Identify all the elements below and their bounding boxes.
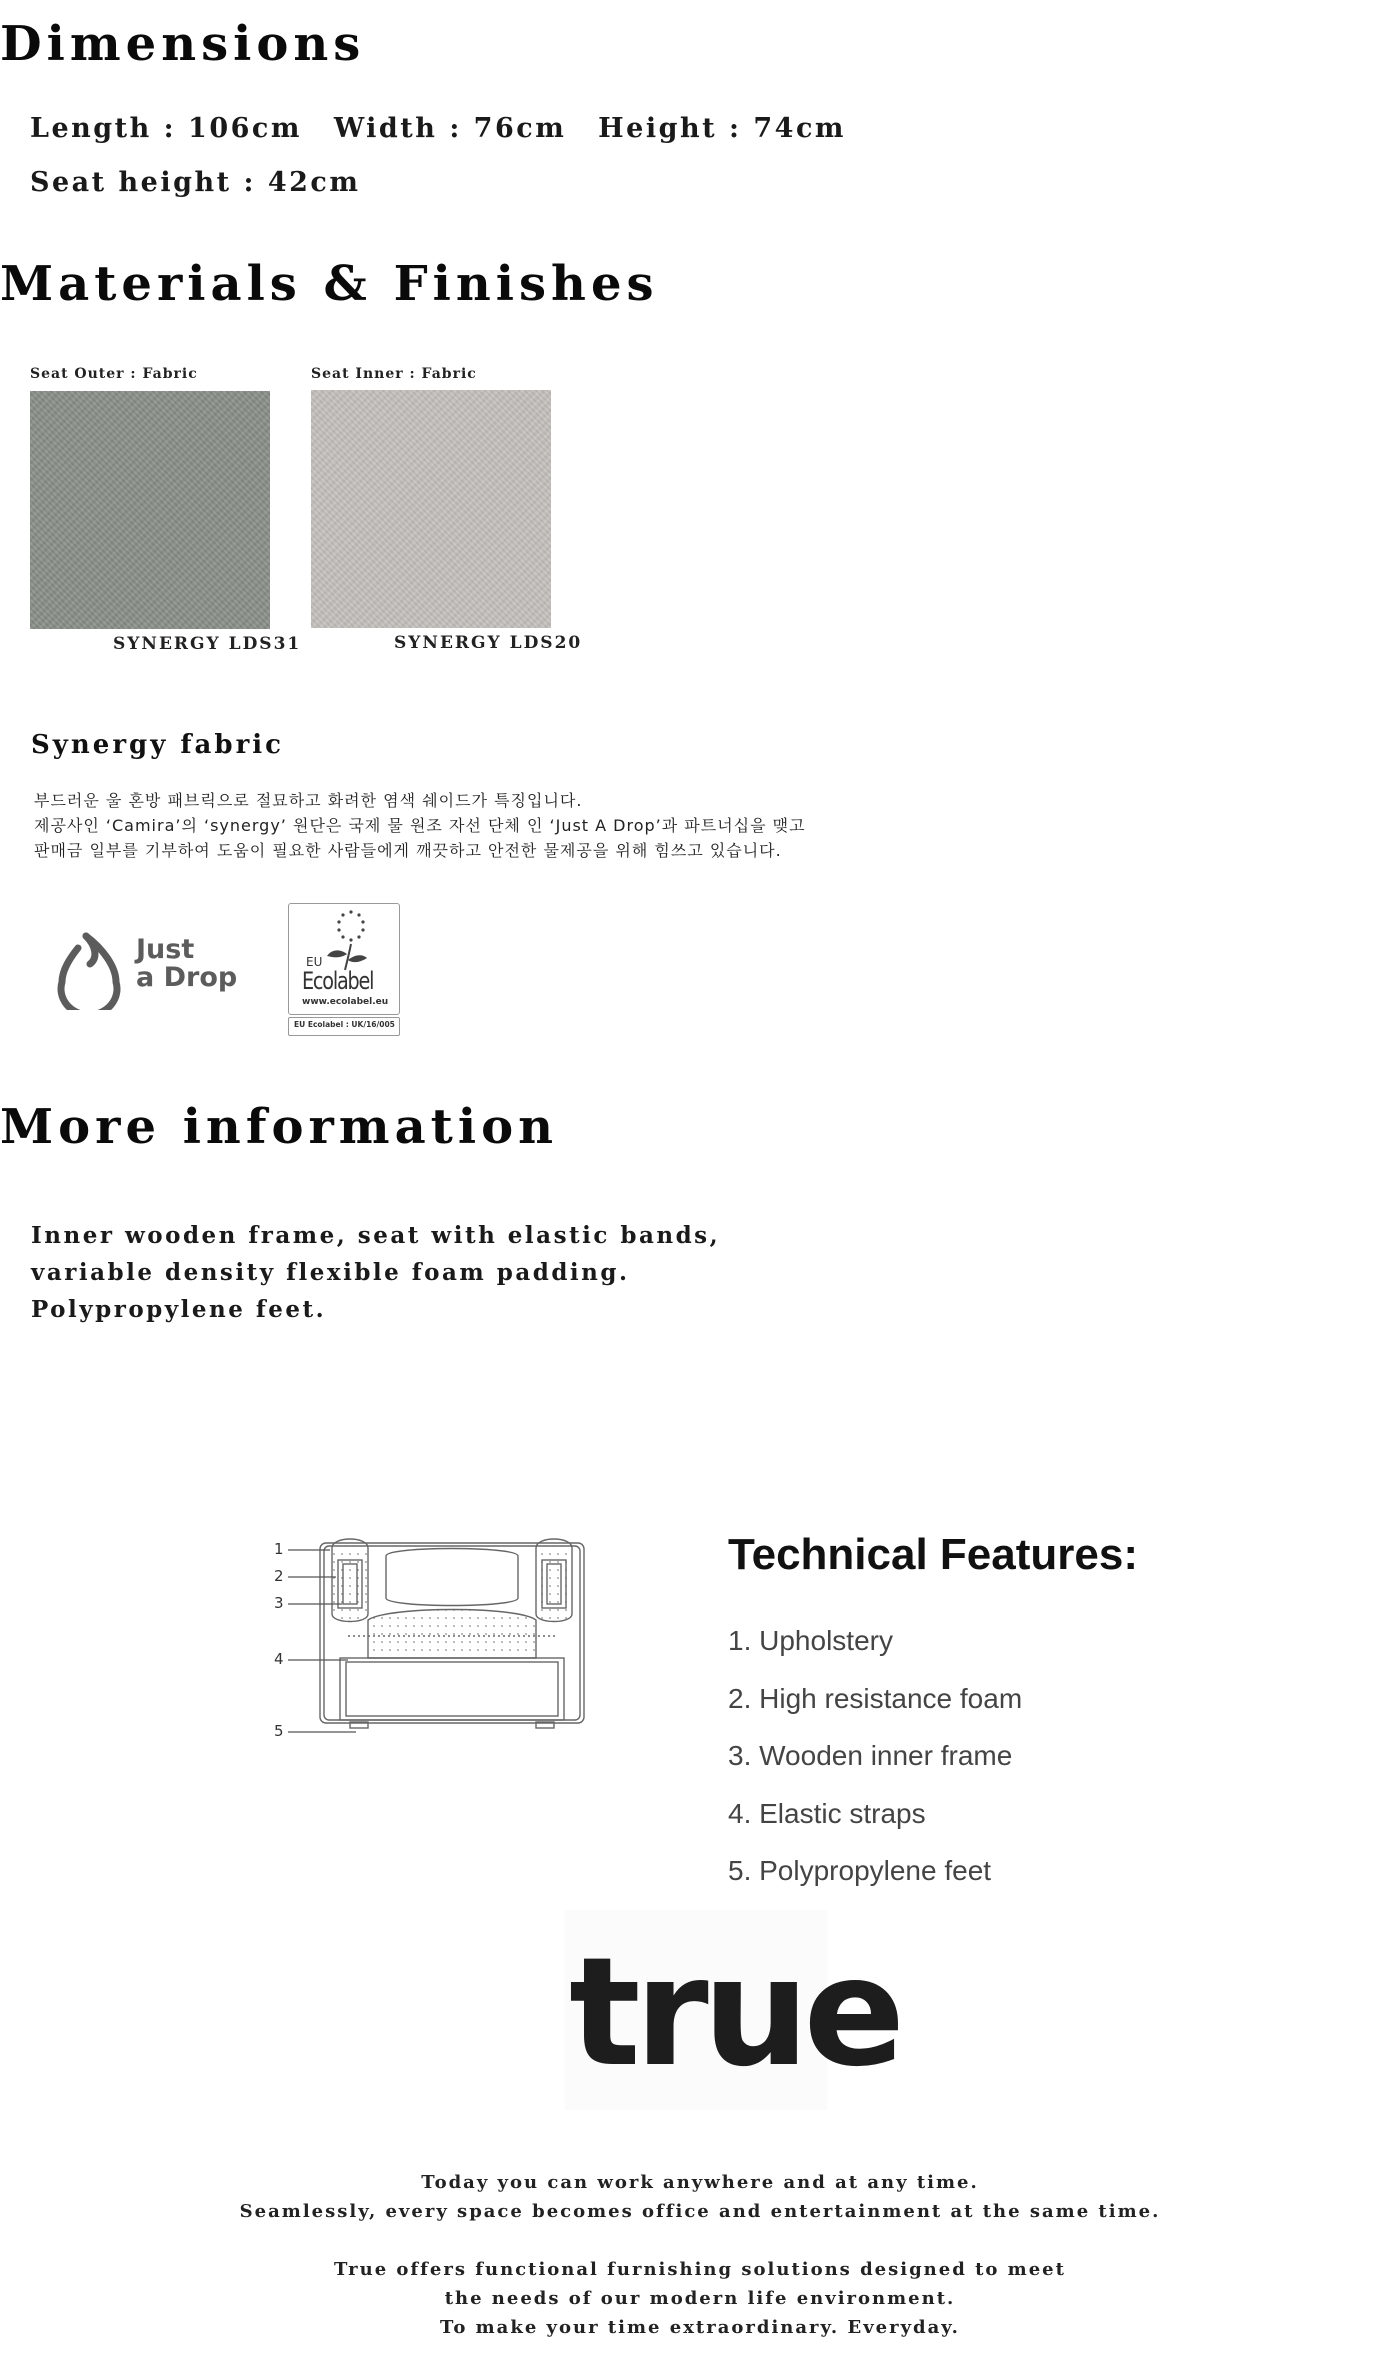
footer-line: Today you can work anywhere and at any time.: [421, 2172, 979, 2193]
technical-feature-item: 5. Polypropylene feet: [728, 1855, 992, 1886]
width-value: Width : 76cm: [333, 113, 567, 144]
drop-icon: [56, 930, 122, 1010]
length-value: Length : 106cm: [30, 113, 302, 144]
footer-line: [0, 2226, 1400, 2255]
technical-feature-item: 1. Upholstery: [728, 1625, 893, 1656]
synergy-title: Synergy fabric: [31, 730, 284, 760]
diagram-number: 3: [274, 1594, 284, 1612]
dimensions-line: [30, 113, 866, 144]
fabric-swatch-inner: [311, 390, 551, 628]
true-logo: true: [569, 1926, 900, 2100]
chair-technical-diagram: [268, 1528, 628, 1748]
more-info-line: Inner wooden frame, seat with elastic bands,: [31, 1222, 721, 1249]
dimensions-title: Dimensions: [0, 16, 366, 72]
technical-features-title: Technical Features:: [728, 1530, 1138, 1579]
swatch-name-inner: SYNERGY LDS20: [394, 633, 583, 653]
fabric-swatch-outer: [30, 391, 270, 629]
diagram-number: 5: [274, 1722, 284, 1740]
more-info-text: [31, 1217, 720, 1328]
just-a-drop-line2: a Drop: [136, 962, 238, 993]
technical-feature-item: 3. Wooden inner frame: [728, 1740, 1013, 1771]
ecolabel-name: Ecolabel: [302, 967, 374, 995]
chair-cross-section-icon: [268, 1528, 628, 1748]
swatch-label-outer: Seat Outer : Fabric: [30, 366, 198, 382]
technical-feature-item: 2. High resistance foam: [728, 1683, 1023, 1714]
true-logo-panel: [565, 1910, 900, 2110]
materials-title: Materials & Finishes: [0, 256, 659, 312]
synergy-line: 판매금 일부를 기부하여 도움이 필요한 사람들에게 깨끗하고 안전한 물제공을 위해 힘쓰고 있습니다.: [34, 841, 782, 860]
swatch-label-inner: Seat Inner : Fabric: [311, 366, 477, 382]
footer-text: [0, 2168, 1400, 2342]
seat-height-value: Seat height : 42cm: [30, 167, 361, 198]
synergy-line: 부드러운 울 혼방 패브릭으로 절묘하고 화려한 염색 쉐이드가 특징입니다.: [34, 791, 583, 810]
more-info-line: variable density flexible foam padding.: [31, 1259, 630, 1286]
just-a-drop-line1: Just: [136, 934, 195, 965]
more-info-line: Polypropylene feet.: [31, 1296, 327, 1323]
footer-line: the needs of our modern life environment.: [444, 2288, 956, 2309]
diagram-number: 4: [274, 1650, 284, 1668]
diagram-number: 2: [274, 1567, 284, 1585]
ecolabel-code: EU Ecolabel : UK/16/005: [294, 1020, 395, 1029]
footer-line: To make your time extraordinary. Everyday.: [440, 2317, 960, 2338]
footer-line: Seamlessly, every space becomes office and entertainment at the same time.: [239, 2201, 1161, 2222]
eu-ecolabel-logo: [288, 903, 400, 1035]
swatch-name-outer: SYNERGY LDS31: [113, 634, 302, 654]
more-info-title: More information: [0, 1099, 558, 1155]
synergy-description: [34, 788, 806, 863]
diagram-number: 1: [274, 1540, 284, 1558]
ecolabel-eu-text: EU: [306, 955, 323, 969]
ecolabel-url: www.ecolabel.eu: [302, 997, 389, 1007]
height-value: Height : 74cm: [598, 113, 846, 144]
just-a-drop-logo: [56, 930, 246, 1010]
synergy-line: 제공사인 ‘Camira’의 ‘synergy’ 원단은 국제 물 원조 자선 단체 인 ‘Just A Drop’과 파트너십을 맺고: [34, 816, 806, 835]
footer-line: True offers functional furnishing solutions designed to meet: [334, 2259, 1066, 2280]
technical-feature-item: 4. Elastic straps: [728, 1798, 926, 1829]
